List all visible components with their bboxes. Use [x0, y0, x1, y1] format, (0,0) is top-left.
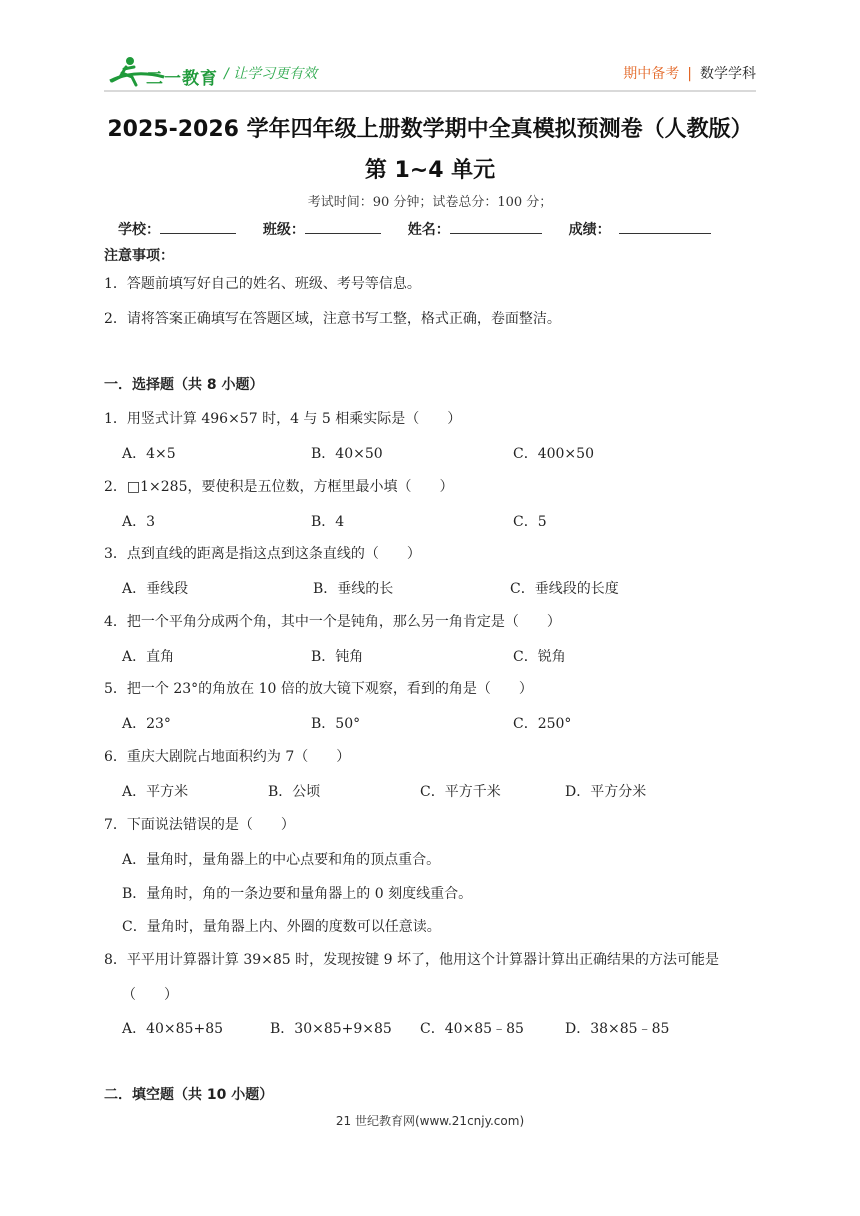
- slogan: / 让学习更有效: [224, 66, 318, 82]
- name-blank[interactable]: [450, 219, 542, 234]
- section-heading: 一．选择题（共 8 小题）: [104, 377, 264, 393]
- option-b: B．公顷: [268, 784, 321, 800]
- section-heading: 二．填空题（共 10 小题）: [104, 1087, 274, 1103]
- option-c: C．锐角: [513, 649, 566, 665]
- header-separator: |: [687, 66, 692, 82]
- paper-title: 2025-2026 学年四年级上册数学期中全真模拟预测卷（人教版）: [107, 117, 753, 142]
- page-footer: 21 世纪教育网(www.21cnjy.com): [335, 1114, 525, 1128]
- option-c: C．垂线段的长度: [510, 581, 619, 597]
- option-a: A．量角时，量角器上的中心点要和角的顶点重合。: [122, 852, 441, 868]
- option-b: B．钝角: [311, 649, 364, 665]
- option-c: C．250°: [513, 716, 572, 732]
- page-header: [0, 0, 860, 100]
- score-label: 成绩：: [568, 222, 611, 238]
- logo-text: 二一教育: [146, 69, 218, 89]
- student-info-row: [118, 219, 733, 239]
- option-a: A．4×5: [122, 446, 176, 462]
- option-b: B．垂线的长: [313, 581, 394, 597]
- option-a: A．40×85+85: [122, 1021, 224, 1037]
- exam-tag: 期中备考: [623, 66, 680, 82]
- class-blank[interactable]: [305, 219, 381, 234]
- option-a: A．垂线段: [122, 581, 189, 597]
- option-c: C．40×85﹣85: [420, 1021, 524, 1037]
- class-label: 班级：: [262, 222, 305, 238]
- question-5: 5．把一个 23°的角放在 10 倍的放大镜下观察，看到的角是（ ）: [104, 681, 533, 697]
- question-1: 1．用竖式计算 496×57 时，4 与 5 相乘实际是（ ）: [104, 411, 462, 427]
- option-b: B．50°: [311, 716, 361, 732]
- note-item: 1．答题前填写好自己的姓名、班级、考号等信息。: [104, 276, 421, 292]
- subject-tag: 数学学科: [700, 66, 756, 82]
- question-4: 4．把一个平角分成两个角，其中一个是钝角，那么另一角肯定是（ ）: [104, 614, 561, 630]
- option-d: D．平方分米: [565, 784, 647, 800]
- school-label: 学校：: [118, 222, 160, 238]
- option-a: A．23°: [122, 716, 171, 732]
- exam-meta: 考试时间：90 分钟；试卷总分：100 分；: [307, 195, 553, 210]
- note-item: 2．请将答案正确填写在答题区域，注意书写工整，格式正确，卷面整洁。: [104, 311, 561, 327]
- option-c: C．平方千米: [420, 784, 501, 800]
- school-blank[interactable]: [160, 219, 236, 234]
- option-b: B．30×85+9×85: [270, 1021, 392, 1037]
- option-b: B．40×50: [311, 446, 383, 462]
- name-label: 姓名：: [407, 222, 450, 238]
- question-8-paren: （ ）: [122, 987, 178, 1003]
- option-b: B．量角时，角的一条边要和量角器上的 0 刻度线重合。: [122, 886, 473, 902]
- score-blank[interactable]: [619, 219, 711, 234]
- question-2: 2．□1×285，要使积是五位数，方框里最小填（ ）: [104, 479, 454, 495]
- option-c: C．400×50: [513, 446, 594, 462]
- option-c: C．5: [513, 514, 547, 530]
- header-tags: [623, 63, 756, 83]
- option-a: A．直角: [122, 649, 175, 665]
- question-3: 3．点到直线的距离是指这点到这条直线的（ ）: [104, 546, 421, 562]
- header-divider: [104, 90, 756, 92]
- option-b: B．4: [311, 514, 345, 530]
- option-a: A．3: [122, 514, 156, 530]
- question-7: 7．下面说法错误的是（ ）: [104, 817, 295, 833]
- question-8: 8．平平用计算器计算 39×85 时，发现按键 9 坏了，他用这个计算器计算出正确结果的方法可能是: [104, 952, 719, 968]
- option-a: A．平方米: [122, 784, 189, 800]
- option-c: C．量角时，量角器上内、外圈的度数可以任意读。: [122, 919, 441, 935]
- question-6: 6．重庆大剧院占地面积约为 7（ ）: [104, 749, 351, 765]
- option-d: D．38×85﹣85: [565, 1021, 670, 1037]
- notes-heading: 注意事项：: [104, 248, 174, 264]
- paper-subtitle: 第 1~4 单元: [364, 158, 496, 183]
